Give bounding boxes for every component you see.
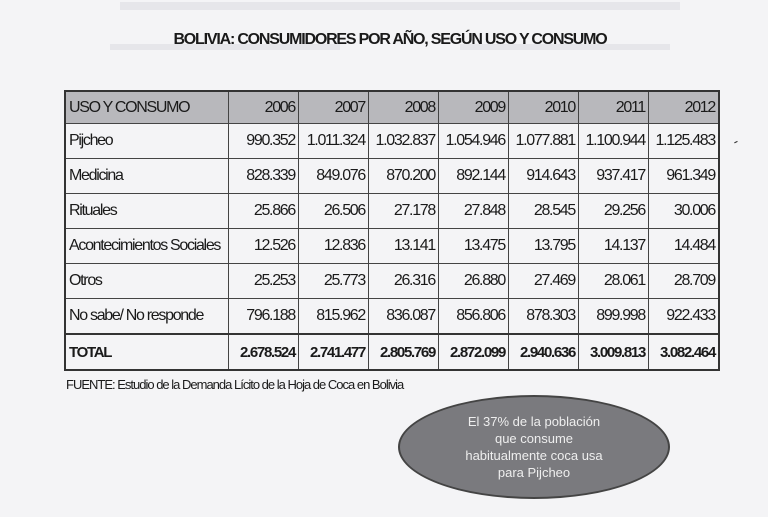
column-header: USO Y CONSUMO xyxy=(65,91,229,124)
row-label: Acontecimientos Sociales xyxy=(65,229,229,264)
table-cell: 1.032.837 xyxy=(369,124,439,159)
column-header: 2007 xyxy=(299,91,369,124)
table-cell: 28.061 xyxy=(579,264,649,299)
table-cell: 14.484 xyxy=(649,229,720,264)
table-cell: 3.009.813 xyxy=(579,334,649,370)
table-cell: 3.082.464 xyxy=(649,334,720,370)
table-cell: 2.678.524 xyxy=(229,334,299,370)
table-cell: 14.137 xyxy=(579,229,649,264)
row-label: No sabe/ No responde xyxy=(65,299,229,335)
table-row xyxy=(65,159,719,194)
consumers-table xyxy=(64,90,720,371)
column-header: 2006 xyxy=(229,91,299,124)
table-cell: 30.006 xyxy=(649,194,720,229)
table-row xyxy=(65,264,719,299)
table-cell: 815.962 xyxy=(299,299,369,335)
table-cell: 1.054.946 xyxy=(439,124,509,159)
table-cell: 27.178 xyxy=(369,194,439,229)
table-cell: 25.866 xyxy=(229,194,299,229)
table-cell: 12.526 xyxy=(229,229,299,264)
table-cell: 856.806 xyxy=(439,299,509,335)
table-cell: 26.880 xyxy=(439,264,509,299)
row-label: Pijcheo xyxy=(65,124,229,159)
callout-ellipse xyxy=(398,395,670,499)
table-cell: 2.872.099 xyxy=(439,334,509,370)
table-cell: 26.316 xyxy=(369,264,439,299)
table-cell: 2.805.769 xyxy=(369,334,439,370)
table-cell: 1.100.944 xyxy=(579,124,649,159)
callout-line: para Pijcheo xyxy=(497,465,571,480)
table-cell: 1.077.881 xyxy=(509,124,579,159)
table-cell: 1.125.483 xyxy=(649,124,720,159)
table-cell: 28.545 xyxy=(509,194,579,229)
table-cell: 13.795 xyxy=(509,229,579,264)
table-cell: 13.141 xyxy=(369,229,439,264)
callout-line: El 37% de la población xyxy=(467,414,601,429)
table-cell: 29.256 xyxy=(579,194,649,229)
table-cell: 26.506 xyxy=(299,194,369,229)
table-cell: 870.200 xyxy=(369,159,439,194)
page-title: BOLIVIA: CONSUMIDORES POR AÑO, SEGÚN USO Y CONSUMO xyxy=(173,31,607,48)
table-row xyxy=(65,229,719,264)
bleed-through-text xyxy=(120,2,680,10)
table-cell: 27.469 xyxy=(509,264,579,299)
table-cell: 914.643 xyxy=(509,159,579,194)
table-cell: 28.709 xyxy=(649,264,720,299)
table-cell: 13.475 xyxy=(439,229,509,264)
table-cell: 12.836 xyxy=(299,229,369,264)
table-row xyxy=(65,299,719,335)
row-label: Medicina xyxy=(65,159,229,194)
column-header: 2009 xyxy=(439,91,509,124)
table-cell: 27.848 xyxy=(439,194,509,229)
table-cell: 892.144 xyxy=(439,159,509,194)
table-cell: 878.303 xyxy=(509,299,579,335)
table-cell: 796.188 xyxy=(229,299,299,335)
table-cell: 2.741.477 xyxy=(299,334,369,370)
table-cell: 828.339 xyxy=(229,159,299,194)
table-cell: 25.253 xyxy=(229,264,299,299)
table-cell: 922.433 xyxy=(649,299,720,335)
table-cell: 849.076 xyxy=(299,159,369,194)
table-cell: 961.349 xyxy=(649,159,720,194)
column-header: 2010 xyxy=(509,91,579,124)
callout-line: que consume xyxy=(494,431,574,446)
table-cell: 1.011.324 xyxy=(299,124,369,159)
row-label: Otros xyxy=(65,264,229,299)
table-cell: 990.352 xyxy=(229,124,299,159)
column-header: 2011 xyxy=(579,91,649,124)
table-row xyxy=(65,194,719,229)
table-header-row xyxy=(65,91,719,124)
table-row xyxy=(65,124,719,159)
row-label: TOTAL xyxy=(65,334,229,370)
table-cell: 2.940.636 xyxy=(509,334,579,370)
column-header: 2008 xyxy=(369,91,439,124)
scan-mark: - xyxy=(729,132,741,150)
table-row xyxy=(65,334,719,370)
source-note: FUENTE: Estudio de la Demanda Lícito de la Hoja de Coca en Bolivia xyxy=(66,377,404,392)
callout-line: habitualmente coca usa xyxy=(465,448,603,463)
table-cell: 937.417 xyxy=(579,159,649,194)
column-header: 2012 xyxy=(649,91,720,124)
table-cell: 25.773 xyxy=(299,264,369,299)
table-cell: 899.998 xyxy=(579,299,649,335)
row-label: Rituales xyxy=(65,194,229,229)
table-cell: 836.087 xyxy=(369,299,439,335)
